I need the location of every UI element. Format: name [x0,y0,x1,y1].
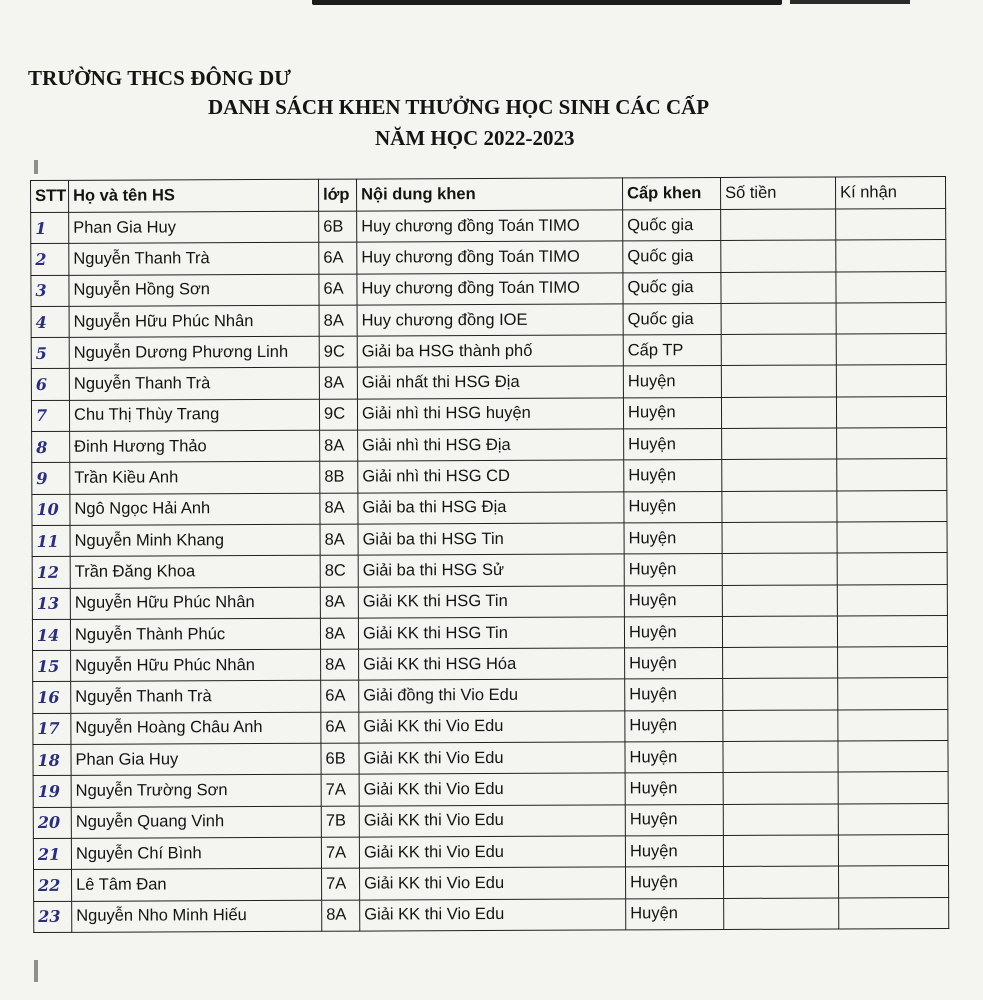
amount-cell [723,647,838,679]
row-stt: 13 [32,588,70,619]
student-class: 8B [320,461,358,492]
award-level: Huyện [624,554,722,586]
row-stt: 19 [33,776,71,807]
student-name: Nguyễn Hữu Phúc Nhân [69,305,319,337]
award-level: Huyện [625,648,723,680]
amount-cell [721,209,836,241]
student-class: 8A [319,305,357,336]
award-level: Huyện [625,679,723,711]
student-name: Trần Đăng Khoa [70,556,320,588]
amount-cell [721,240,836,272]
table-row [31,209,946,244]
award-content: Giải KK thi HSG Tin [358,585,624,617]
student-class: 6A [319,274,357,305]
student-class: 7B [321,806,359,837]
table-row [32,521,947,556]
table-row [32,459,947,494]
table-row [32,553,947,588]
signature-cell [837,615,947,647]
row-stt: 7 [31,400,69,431]
student-name: Nguyễn Chí Bình [71,837,321,869]
signature-cell [836,209,946,241]
award-level: Huyện [624,616,722,648]
column-header-level: Cấp khen [622,177,720,209]
awards-table [30,176,949,933]
award-content: Giải ba thi HSG Sử [358,554,624,586]
award-content: Giải KK thi Vio Edu [359,711,625,743]
table-row [34,897,949,932]
award-level: Quốc gia [623,303,721,335]
amount-cell [723,835,838,867]
award-content: Huy chương đồng Toán TIMO [357,210,623,242]
scan-left-edge-mark [34,160,38,174]
student-name: Nguyễn Thanh Trà [69,368,319,400]
table-row [34,866,949,901]
award-content: Giải đồng thi Vio Edu [359,679,625,711]
student-class: 7A [321,774,359,805]
student-name: Phan Gia Huy [71,743,321,775]
column-header-name: Họ và tên HS [69,179,319,212]
award-content: Giải ba thi HSG Tin [358,523,624,555]
amount-cell [723,772,838,804]
signature-cell [838,647,948,679]
award-content: Giải nhì thi HSG CD [358,460,624,492]
table-row [32,584,947,619]
student-name: Nguyễn Hồng Sơn [69,274,319,306]
award-level: Quốc gia [623,209,721,241]
award-level: Cấp TP [623,335,721,367]
scan-left-edge-mark [34,960,38,982]
student-name: Nguyễn Thanh Trà [71,681,321,713]
table-row [33,834,948,869]
award-content: Giải nhất thi HSG Địa [357,366,623,398]
row-stt: 11 [32,525,70,556]
signature-cell [838,803,948,835]
student-name: Nguyễn Quang Vinh [71,806,321,838]
table-row [33,647,948,682]
student-class: 8A [320,493,358,524]
amount-cell [722,522,837,554]
award-level: Huyện [624,460,722,492]
amount-cell [723,804,838,836]
signature-cell [836,396,946,428]
table-header-row [31,177,946,213]
signature-cell [838,741,948,773]
student-name: Lê Tâm Đan [72,868,322,900]
table-row [32,428,947,463]
student-class: 8A [320,430,358,461]
amount-cell [722,585,837,617]
award-level: Quốc gia [623,272,721,304]
amount-cell [722,616,837,648]
award-level: Huyện [623,397,721,429]
signature-cell [839,897,949,929]
signature-cell [837,459,947,491]
row-stt: 4 [31,306,69,337]
student-class: 8A [320,587,358,618]
column-header-content: Nội dung khen [356,178,622,211]
amount-cell [722,428,837,460]
student-name: Nguyễn Thanh Trà [69,243,319,275]
student-class: 6A [319,242,357,273]
signature-cell [836,240,946,272]
student-class: 8A [322,900,360,931]
table-row [32,490,947,525]
award-content: Giải nhì thi HSG huyện [357,398,623,430]
award-content: Giải KK thi Vio Edu [360,867,626,899]
table-row [33,709,948,744]
row-stt: 23 [34,901,72,932]
signature-cell [839,866,949,898]
amount-cell [722,491,837,523]
table-row [33,803,948,838]
signature-cell [837,428,947,460]
row-stt: 18 [33,744,71,775]
award-content: Giải ba HSG thành phố [357,335,623,367]
award-content: Giải ba thi HSG Địa [358,492,624,524]
award-level: Huyện [626,898,724,930]
document-title: DANH SÁCH KHEN THƯỞNG HỌC SINH CÁC CẤP [208,95,710,119]
row-stt: 9 [32,463,70,494]
award-content: Giải KK thi Vio Edu [360,898,626,930]
student-name: Nguyễn Hữu Phúc Nhân [71,649,321,681]
award-level: Huyện [625,710,723,742]
signature-cell [838,772,948,804]
student-name: Nguyễn Hoàng Châu Anh [71,712,321,744]
award-level: Huyện [624,429,722,461]
amount-cell [723,678,838,710]
table-row [33,678,948,713]
row-stt: 3 [31,275,69,306]
amount-cell [721,365,836,397]
award-content: Giải nhì thi HSG Địa [358,429,624,461]
signature-cell [837,584,947,616]
student-name: Nguyễn Hữu Phúc Nhân [70,587,320,619]
award-level: Huyện [625,742,723,774]
row-stt: 14 [32,619,70,650]
table-row [31,365,946,400]
student-name: Nguyễn Minh Khang [70,524,320,556]
award-content: Giải KK thi Vio Edu [359,836,625,868]
award-content: Huy chương đồng Toán TIMO [357,241,623,273]
signature-cell [836,334,946,366]
row-stt: 15 [33,650,71,681]
amount-cell [724,898,839,930]
signature-cell [836,271,946,303]
amount-cell [723,710,838,742]
student-class: 7A [321,837,359,868]
school-name: TRƯỜNG THCS ĐÔNG DƯ [28,66,292,90]
student-class: 6A [321,681,359,712]
amount-cell [724,866,839,898]
award-content: Giải KK thi HSG Tin [358,617,624,649]
signature-cell [838,834,948,866]
table-row [32,615,947,650]
amount-cell [721,272,836,304]
table-row [31,334,946,369]
student-class: 8C [320,555,358,586]
table-row [33,772,948,807]
student-class: 8A [320,524,358,555]
student-class: 7A [322,868,360,899]
student-class: 8A [320,618,358,649]
row-stt: 16 [33,682,71,713]
school-year: NĂM HỌC 2022-2023 [375,126,575,150]
student-name: Trần Kiều Anh [70,462,320,494]
row-stt: 20 [33,807,71,838]
award-level: Huyện [624,522,722,554]
award-level: Huyện [624,491,722,523]
award-content: Giải KK thi Vio Edu [359,742,625,774]
amount-cell [722,553,837,585]
amount-cell [722,459,837,491]
row-stt: 17 [33,713,71,744]
student-name: Ngô Ngọc Hải Anh [70,493,320,525]
row-stt: 12 [32,557,70,588]
table-row [33,741,948,776]
award-content: Huy chương đồng Toán TIMO [357,273,623,305]
signature-cell [838,678,948,710]
student-class: 9C [319,336,357,367]
award-content: Giải KK thi Vio Edu [359,773,625,805]
signature-cell [837,490,947,522]
student-name: Nguyễn Nho Minh Hiếu [72,900,322,932]
table-row [31,302,946,337]
student-class: 6B [321,743,359,774]
row-stt: 10 [32,494,70,525]
student-class: 6A [321,712,359,743]
row-stt: 6 [31,369,69,400]
row-stt: 1 [31,212,69,243]
award-level: Huyện [625,773,723,805]
table-row [31,271,946,306]
column-header-amount: Số tiền [720,177,835,210]
award-content: Huy chương đồng IOE [357,304,623,336]
signature-cell [838,709,948,741]
student-name: Nguyễn Dương Phương Linh [69,336,319,368]
scan-top-edge [312,0,782,5]
scan-top-edge-right [790,0,910,4]
student-name: Đinh Hương Thảo [70,430,320,462]
table-row [31,240,946,275]
student-class: 8A [319,368,357,399]
award-level: Huyện [626,867,724,899]
signature-cell [836,302,946,334]
column-header-signature: Kí nhận [835,177,945,209]
row-stt: 2 [31,244,69,275]
award-level: Quốc gia [623,241,721,273]
award-content: Giải KK thi Vio Edu [359,805,625,837]
row-stt: 5 [31,338,69,369]
student-name: Nguyễn Trường Sơn [71,775,321,807]
column-header-class: lớp [318,179,356,211]
signature-cell [837,553,947,585]
column-header-stt: STT [31,180,69,212]
award-level: Huyện [624,585,722,617]
signature-cell [836,365,946,397]
signature-cell [837,521,947,553]
table-row [31,396,946,431]
student-name: Chu Thị Thùy Trang [69,399,319,431]
amount-cell [721,303,836,335]
amount-cell [721,334,836,366]
award-level: Huyện [625,835,723,867]
award-level: Huyện [625,804,723,836]
student-name: Phan Gia Huy [69,211,319,243]
student-class: 9C [319,399,357,430]
student-name: Nguyễn Thành Phúc [70,618,320,650]
amount-cell [723,741,838,773]
award-level: Huyện [623,366,721,398]
row-stt: 22 [34,870,72,901]
award-content: Giải KK thi HSG Hóa [359,648,625,680]
student-class: 8A [321,649,359,680]
student-class: 6B [319,211,357,242]
row-stt: 21 [33,838,71,869]
amount-cell [721,397,836,429]
row-stt: 8 [32,431,70,462]
